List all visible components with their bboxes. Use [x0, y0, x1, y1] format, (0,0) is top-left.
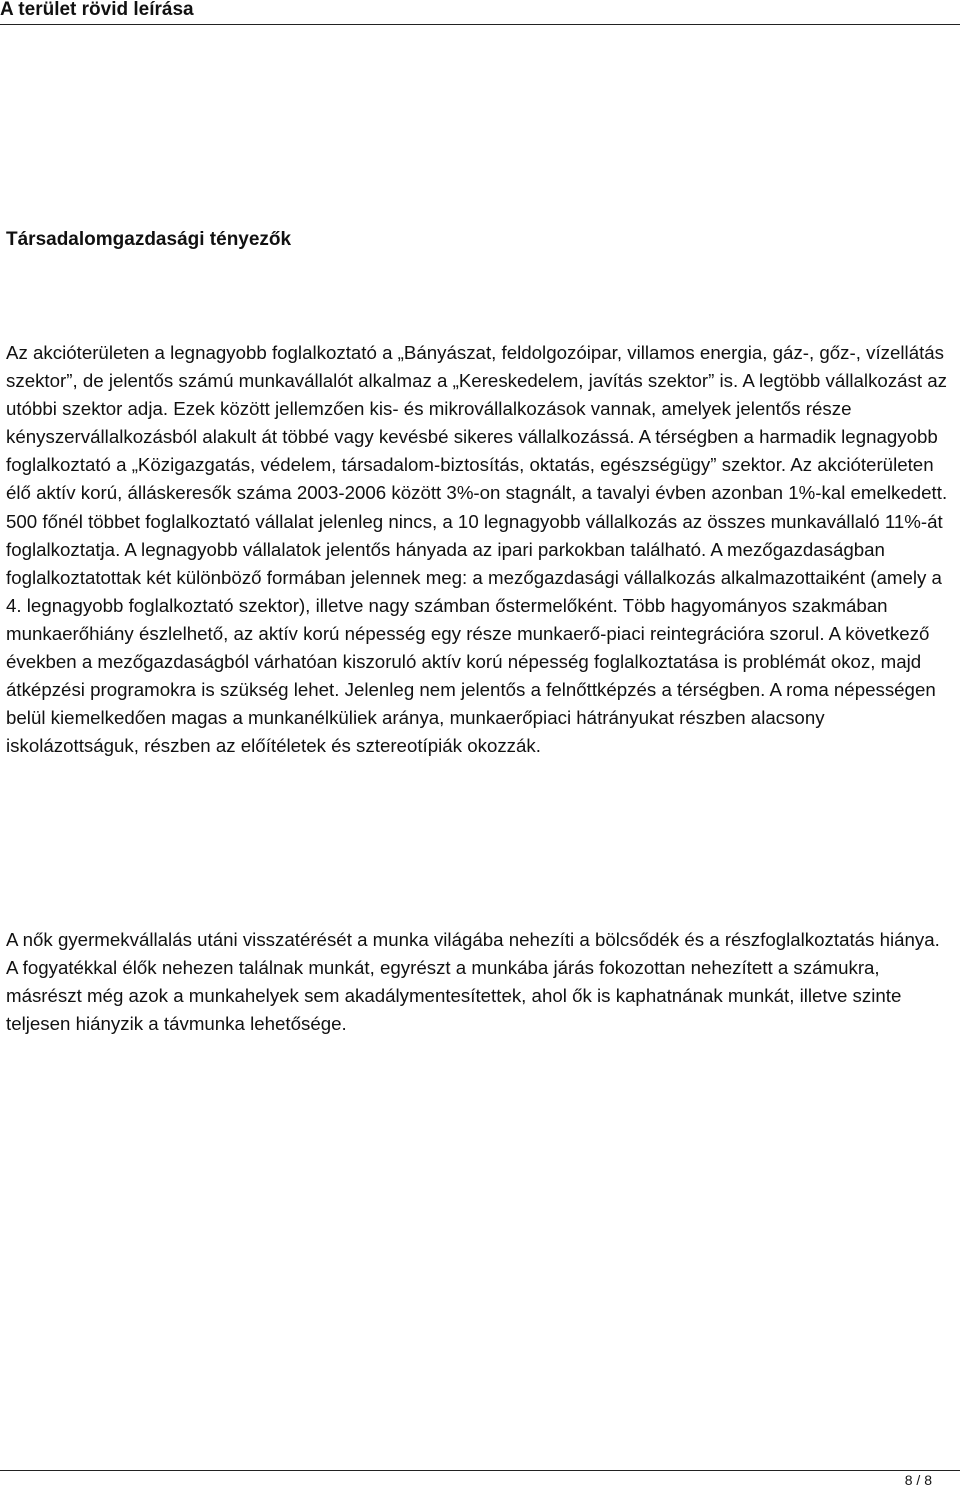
- body-paragraph: A nők gyermekvállalás utáni visszatérését a munka világába nehezíti a bölcsődék és a részfoglalkoztatás hiánya. A fogyatékkal élők nehezen találnak munkát, egyrészt a munkába járás fokozottan nehezített a számukra, másrészt még azok a munkahelyek sem akadálymentesítettek, ahol ők is kaphatnának munkát, illetve szinte teljesen hiányzik a távmunka lehetősége.: [6, 929, 940, 1035]
- footer-divider: [0, 1470, 960, 1471]
- header-title: A terület rövid leírása: [0, 0, 194, 20]
- page-number: 8 / 8: [904, 1472, 932, 1488]
- header-divider: [0, 24, 960, 25]
- page-header: [0, 0, 960, 27]
- body-paragraph: Az akcióterületen a legnagyobb foglalkoztató a „Bányászat, feldolgozóipar, villamos energia, gáz-, gőz-, vízellátás szektor”, de jelentős számú munkavállalót alkalmaz a „Kereskedelem, javítás szektor” is. A legtöbb vállalkozást az utóbbi szektor adja. Ezek között jellemzően kis- és mikrovállalkozások vannak, amelyek jelentős része kényszervállalkozásból alakult át többé vagy kevésbé sikeres vállalkozássá. A térségben a harmadik legnagyobb foglalkoztató a „Közigazgatás, védelem, társadalom-biztosítás, oktatás, egészségügy” szektor. Az akcióterületen élő aktív korú, álláskeresők száma 2003-2006 között 3%-on stagnált, a tavalyi évben azonban 1%-kal emelkedett. 500 főnél többet foglalkoztató vállalat jelenleg nincs, a 10 legnagyobb vállalkozás az összes munkavállaló 11%-át foglalkoztatja. A legnagyobb vállalatok jelentős hányada az ipari parkokban található. A mezőgazdaságban foglalkoztatottak két különböző formában jelennek meg: a mezőgazdasági vállalkozás alkalmazottaiként (amely a 4. legnagyobb foglalkoztató szektor), illetve nagy számban őstermelőként. Több hagyományos szakmában munkaerőhiány észlelhető, az aktív korú népesség egy része munkaerő-piaci reintegrációra szorul. A következő években a mezőgazdaságból várhatóan kiszoruló aktív korú népesség foglalkoztatása is problémát okoz, majd átképzési programokra is szükség lehet. Jelenleg nem jelentős a felnőttképzés a térségben. A roma népességen belül kiemelkedően magas a munkanélküliek aránya, munkaerőpiaci hátrányukat részben alacsony iskolázottságuk, részben az előítéletek és sztereotípiák okozzák.: [6, 342, 948, 757]
- section-title: Társadalomgazdasági tényezők: [6, 229, 292, 250]
